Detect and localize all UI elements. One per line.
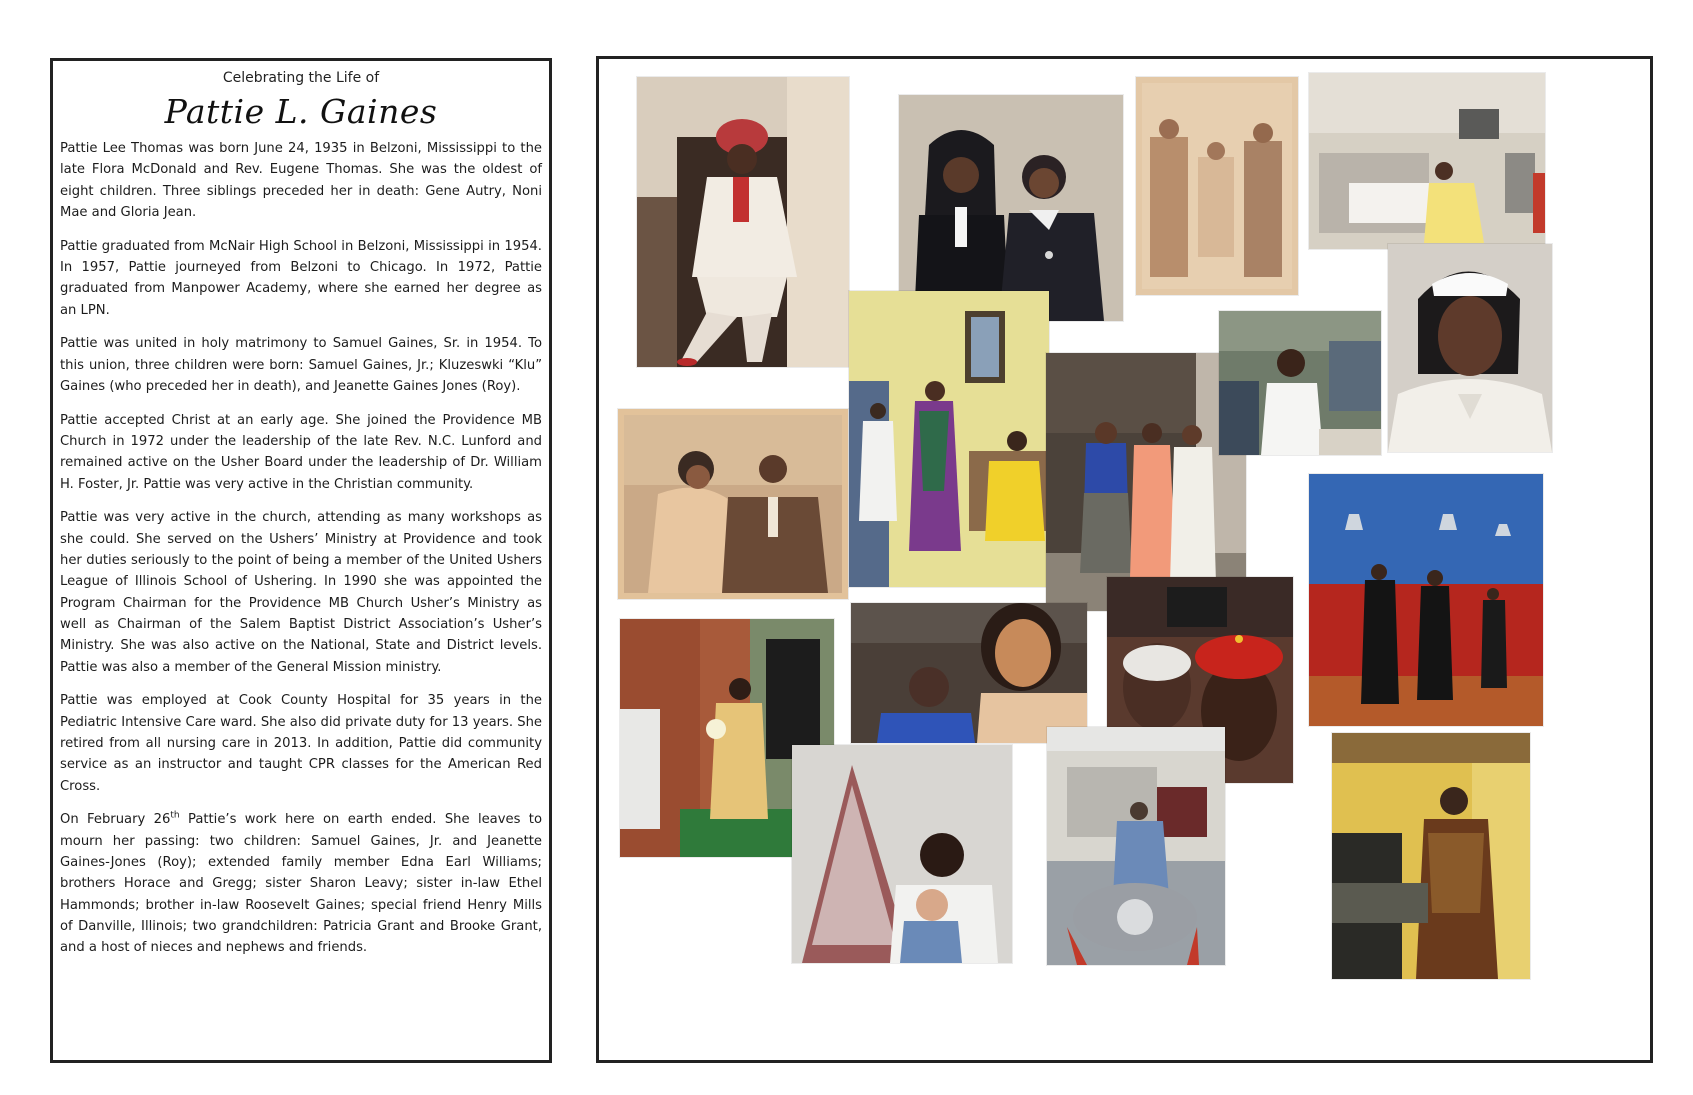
photo-selfie-in-car: [851, 603, 1087, 743]
photo-three-women-standing: [1046, 353, 1246, 611]
bio-paragraph-faith: Pattie accepted Christ at an early age. She joined the Providence MB Church in 1972 under the leadership of the late Rev. N.C. Lunford and remained active on the Usher Board under the leadership of Dr. William H. Foster, Jr. Pattie was very active in the Christian community.: [60, 412, 542, 492]
photo-nurse-in-hospital-ward: [1309, 73, 1545, 249]
bio-paragraph-church-service: Pattie was very active in the church, attending as many workshops as she could. She served on the Ushers’ Ministry at Providence and took her duties seriously to the point of being a member of the United Ushers League of Illinois School of Ushering. In 1990 she was appointed the Program Chairman for the Providence MB Church Usher’s Ministry as well as Chairman of the Salem Baptist District Association’s Usher’s Ministry. She was also active on the National, State and District levels. Pattie was also a member of the General Mission ministry.: [60, 510, 542, 675]
obituary-name: Pattie L. Gaines: [164, 92, 438, 131]
bio-paragraph-marriage: Pattie was united in holy matrimony to Samuel Gaines, Sr. in 1954. To this union, three children were born: Samuel Gaines, Jr.; Kluzeswki “Klu” Gaines (who preceded her in death), and Jeanette Gaines Jones (Roy).: [60, 336, 542, 394]
bio-paragraph-career: Pattie was employed at Cook County Hospital for 35 years in the Pediatric Intensive Care ward. She also did private duty for 13 years. She retired from all nursing care in 2013. In addition, Pattie did community service as an instructor and taught CPR classes for the American Red Cross.: [60, 693, 542, 794]
photo-woman-at-work-desk: [1219, 311, 1381, 455]
photo-nurse-cap-portrait: [1388, 244, 1552, 452]
obituary-panel: [50, 58, 552, 1063]
obituary-heading: Celebrating the Life of: [222, 70, 380, 86]
survivors-text-rest: Pattie’s work here on earth ended. She leaves to mourn her passing: two children: Samuel Gaines, Jr. and Jeanette Gaines-Jones (Roy); extended family member Edna Earl Williams; brothers Horace and Gregg; sister Sharon Leavy; sister in-law Ethel Hammonds; brother in-law Roosevelt Gaines; special friend Henry Mills of Danville, Illinois; two grandchildren: Patricia Grant and Brooke Grant, and a host of nieces and nephews and friends.: [60, 812, 543, 956]
ordinal-suffix: th: [170, 810, 180, 821]
photo-woman-with-baby-christmas-tree: [792, 745, 1012, 963]
survivors-text-start: On February 26: [60, 812, 171, 828]
photo-woman-seated-in-hat: [637, 77, 849, 367]
photo-man-on-motorcycle: [1047, 727, 1225, 965]
photo-vintage-wedding-party: [1136, 77, 1298, 295]
photo-collage: [596, 56, 1653, 1063]
photo-couple-portrait: [899, 95, 1123, 321]
photo-woman-in-kitchen: [1332, 733, 1530, 979]
photo-group-in-living-room: [849, 291, 1049, 587]
bio-paragraph-birth: Pattie Lee Thomas was born June 24, 1935 in Belzoni, Mississippi to the late Flora McDonald and Rev. Eugene Thomas. She was the oldest of eight children. Three siblings preceded her in death: Gene Autry, Noni Mae and Gloria Jean.: [60, 141, 542, 220]
bio-paragraph-education: Pattie graduated from McNair High School in Belzoni, Mississippi in 1954. In 1957, Pattie journeyed from Belzoni to Chicago. In 1972, Pattie graduated from Manpower Academy, where she earned her degree as an LPN.: [60, 238, 542, 318]
bio-paragraph-survivors: [60, 809, 542, 958]
photo-ushers-on-stage: [1309, 474, 1543, 726]
photo-seated-couple-sepia: [618, 409, 848, 599]
